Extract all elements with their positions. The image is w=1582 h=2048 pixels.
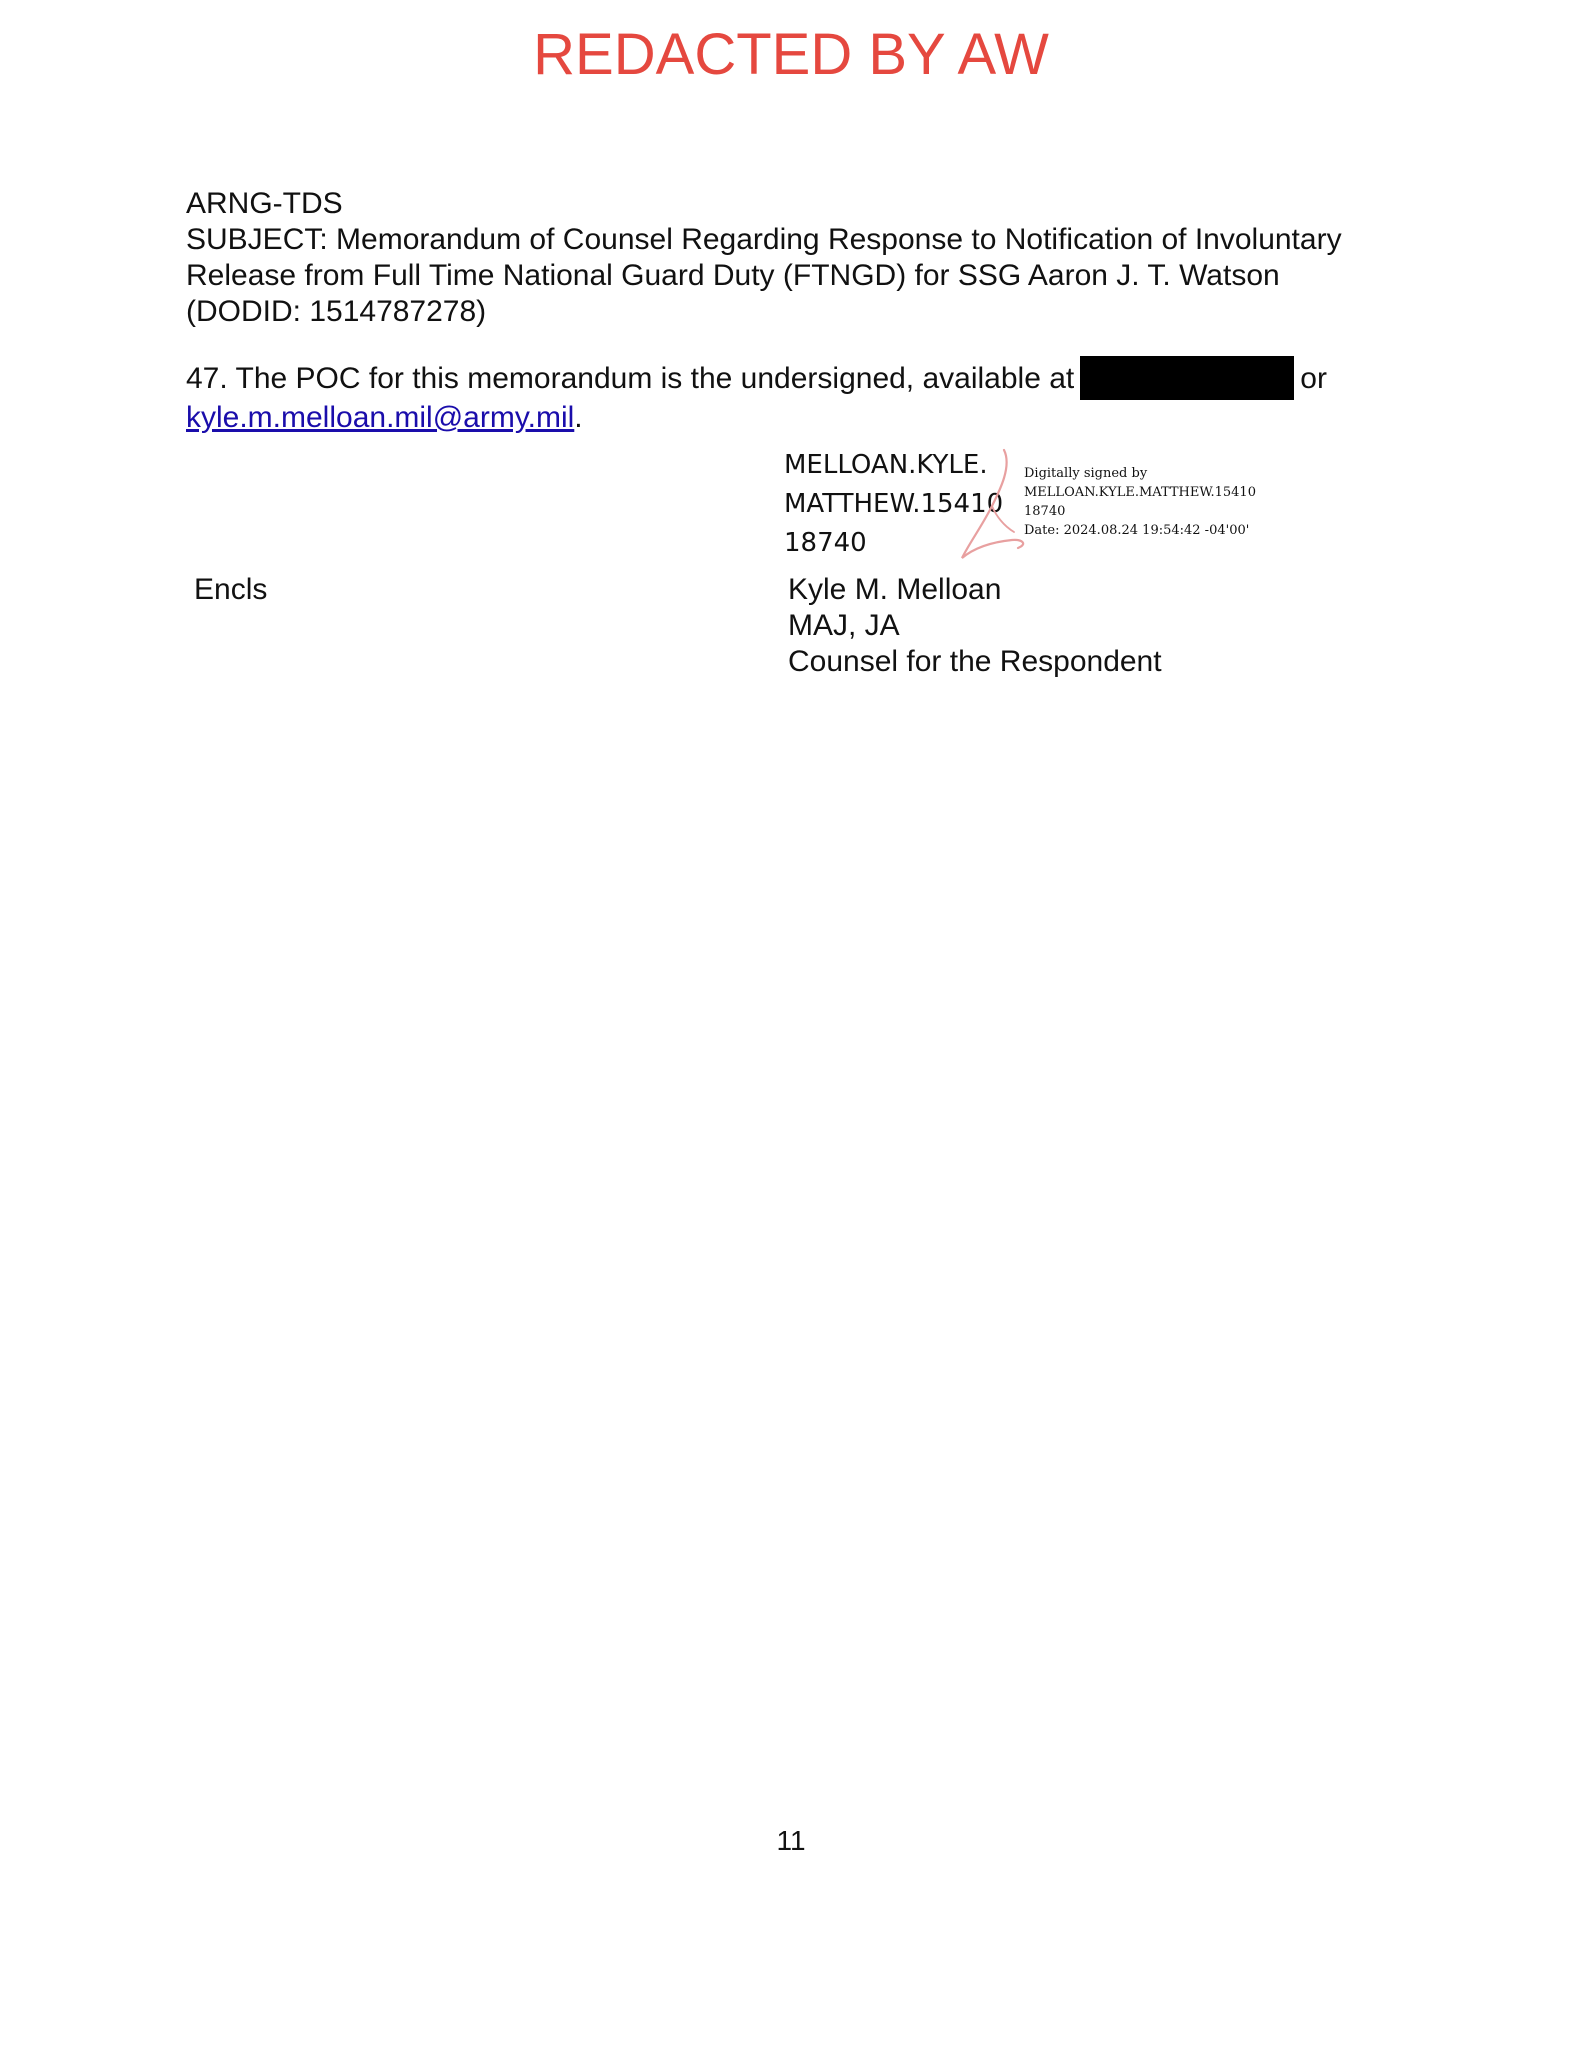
poc-text: 47. The POC for this memorandum is the undersigned, available at	[186, 362, 1075, 395]
poc-or: or	[1300, 362, 1327, 395]
signature-mark-icon	[952, 446, 1032, 564]
signature-block	[788, 572, 1162, 680]
redacted-phone-box	[1080, 356, 1294, 400]
email-link[interactable]: kyle.m.melloan.mil@army.mil	[186, 401, 575, 434]
signature-name-line: MELLOAN.KYLE.	[784, 450, 988, 480]
signer-title: Counsel for the Respondent	[788, 645, 1162, 678]
signature-detail-line: MELLOAN.KYLE.MATTHEW.15410	[1024, 485, 1256, 500]
subject-line-3: (DODID: 1514787278)	[186, 295, 487, 328]
signer-rank: MAJ, JA	[788, 609, 900, 642]
subject-line-1: SUBJECT: Memorandum of Counsel Regarding Response to Notification of Involuntary	[186, 223, 1342, 256]
signature-name-line: 18740	[784, 528, 867, 558]
signer-name: Kyle M. Melloan	[788, 573, 1002, 606]
digital-signature	[784, 446, 1264, 566]
office-symbol: ARNG-TDS	[186, 187, 343, 220]
signature-detail-line: 18740	[1024, 504, 1066, 519]
redaction-stamp: REDACTED BY AW	[533, 22, 1049, 87]
signature-date: Date: 2024.08.24 19:54:42 -04'00'	[1024, 523, 1250, 538]
poc-paragraph	[186, 356, 1416, 436]
poc-period: .	[574, 401, 583, 434]
memo-header	[186, 186, 1416, 330]
signature-name-line: MATTHEW.15410	[784, 489, 1004, 519]
subject-line-2: Release from Full Time National Guard Duty (FTNGD) for SSG Aaron J. T. Watson	[186, 259, 1280, 292]
poc-line-1	[186, 356, 1416, 400]
signature-details	[1024, 464, 1256, 540]
poc-line-2	[186, 400, 1416, 436]
enclosures-label: Encls	[194, 573, 268, 606]
page-number: 11	[776, 1825, 806, 1856]
signature-detail-line: Digitally signed by	[1024, 466, 1148, 481]
